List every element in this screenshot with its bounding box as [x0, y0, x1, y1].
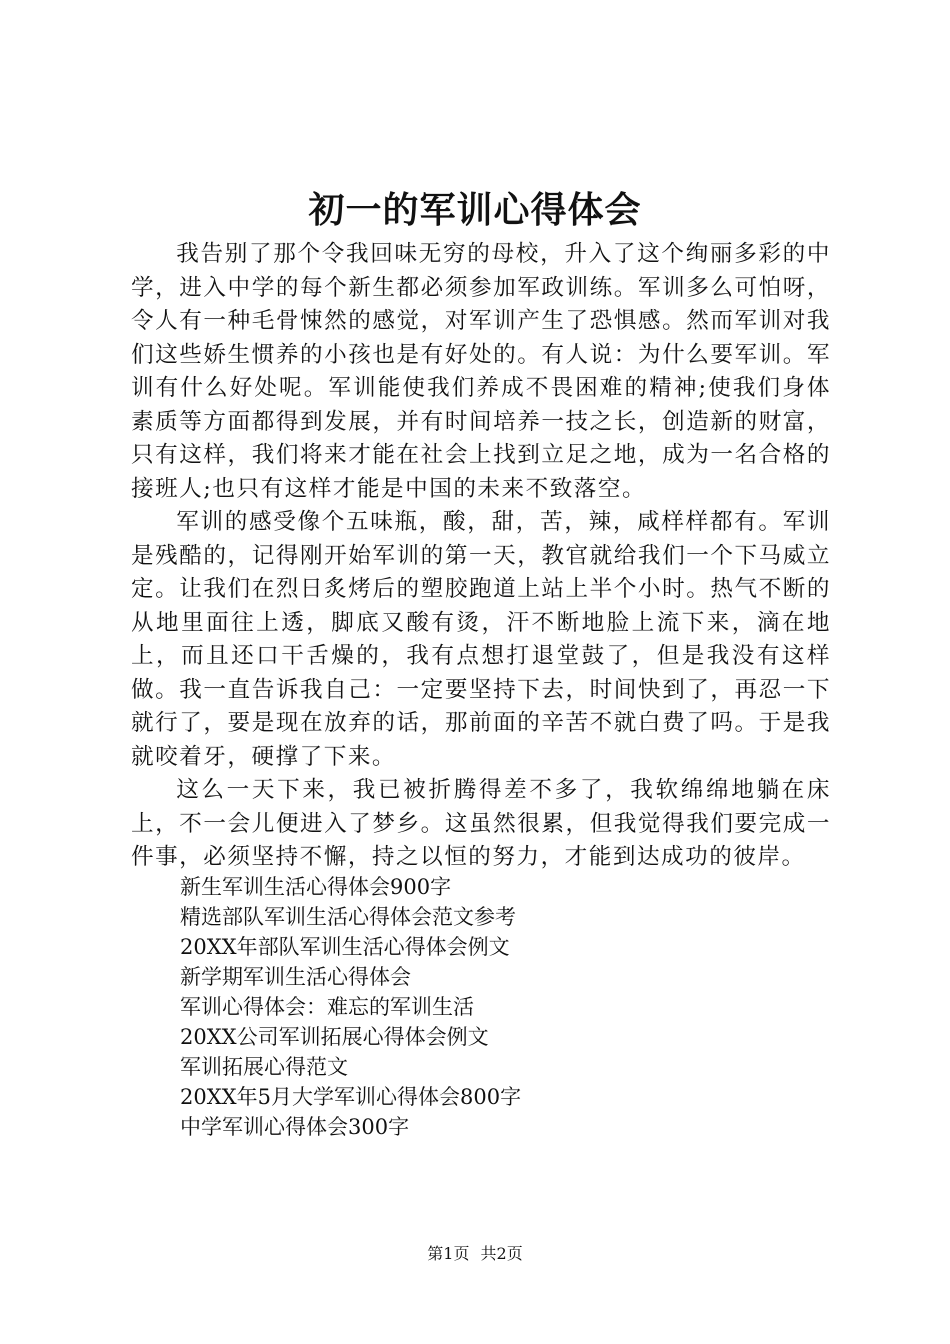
- page-number-total: 共2页: [480, 1244, 523, 1263]
- paragraph: 军训的感受像个五味瓶，酸，甜，苦，辣，咸样样都有。军训是残酷的，记得刚开始军训的第一天，教官就给我们一个下马威立定。让我们在烈日炙烤后的塑胶跑道上站上半个小时。热气不断的从地里面往上透，脚底又酸有烫，汗不断地脸上流下来，滴在地上，而且还口干舌燥的，我有点想打退堂鼓了，但是我没有这样做。我一直告诉我自己：一定要坚持下去，时间快到了，再忍一下就行了，要是现在放弃的话，那前面的辛苦不就白费了吗。于是我就咬着牙，硬撑了下来。: [131, 509, 831, 770]
- related-article-link[interactable]: 20XX年部队军训生活心得体会例文: [180, 935, 510, 959]
- page-title: 初一的军训心得体会: [308, 189, 642, 231]
- related-article-link[interactable]: 精选部队军训生活心得体会范文参考: [180, 905, 516, 929]
- article-body: [131, 238, 831, 875]
- related-article-link[interactable]: 中学军训心得体会300字: [180, 1115, 410, 1139]
- related-article-link[interactable]: 新生军训生活心得体会900字: [180, 875, 452, 899]
- related-articles-list: [180, 872, 820, 1142]
- related-article-link[interactable]: 军训拓展心得范文: [180, 1055, 348, 1079]
- page-footer: [0, 1242, 950, 1266]
- paragraph: 这么一天下来，我已被折腾得差不多了，我软绵绵地躺在床上，不一会儿便进入了梦乡。这虽然很累，但我觉得我们要完成一件事，必须坚持不懈，持之以恒的努力，才能到达成功的彼岸。: [131, 777, 831, 870]
- related-article-link[interactable]: 20XX公司军训拓展心得体会例文: [180, 1025, 489, 1049]
- related-article-link[interactable]: 新学期军训生活心得体会: [180, 965, 411, 989]
- related-article-link[interactable]: 军训心得体会：难忘的军训生活: [180, 995, 474, 1019]
- paragraph: 我告别了那个令我回味无穷的母校，升入了这个绚丽多彩的中学，进入中学的每个新生都必须参加军政训练。军训多么可怕呀，令人有一种毛骨悚然的感觉，对军训产生了恐惧感。然而军训对我们这些娇生惯养的小孩也是有好处的。有人说：为什么要军训。军训有什么好处呢。军训能使我们养成不畏困难的精神;使我们身体素质等方面都得到发展，并有时间培养一技之长，创造新的财富，只有这样，我们将来才能在社会上找到立足之地，成为一名合格的接班人;也只有这样才能是中国的未来不致落空。: [131, 241, 831, 502]
- page-number-current: 第1页: [427, 1244, 470, 1263]
- related-article-link[interactable]: 20XX年5月大学军训心得体会800字: [180, 1085, 522, 1109]
